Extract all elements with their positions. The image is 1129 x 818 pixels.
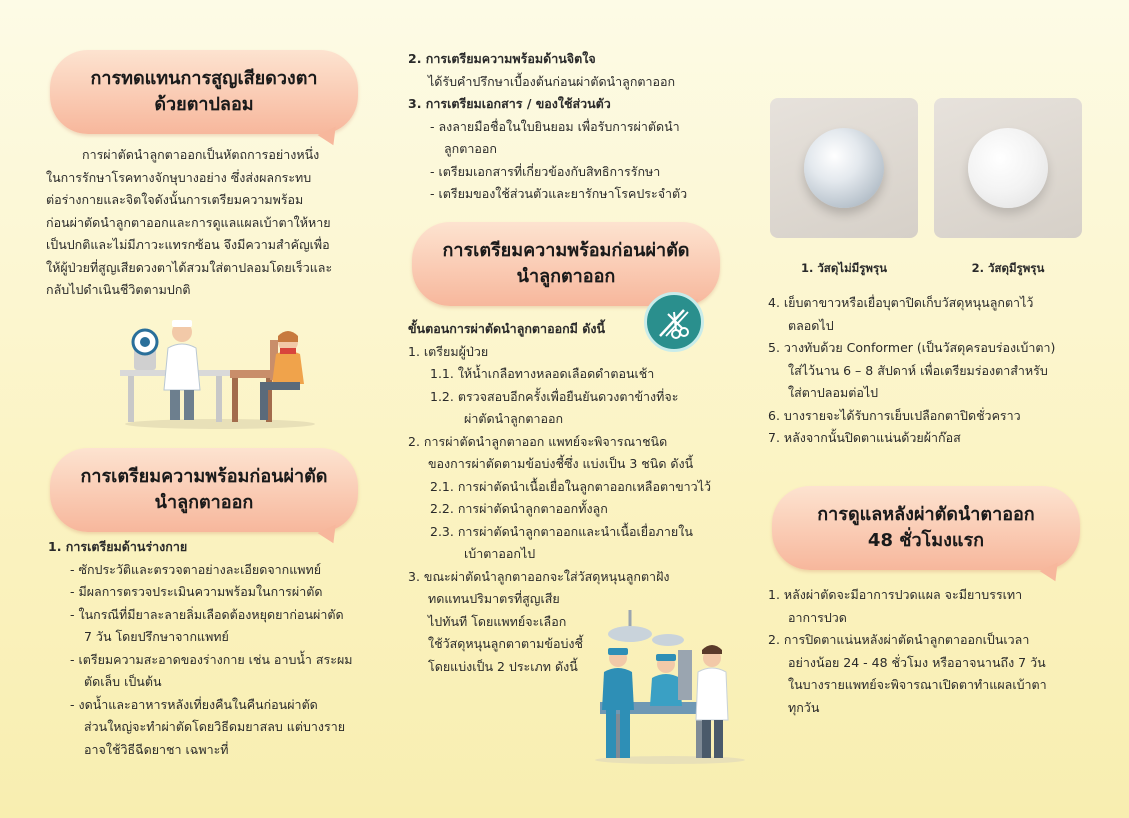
intro-line: การผ่าตัดนำลูกตาออกเป็นหัตถการอย่างหนึ่ง xyxy=(82,147,320,162)
care-continued: ในบางรายแพทย์จะพิจารณาเปิดตาทำแผลเบ้าตา xyxy=(788,677,1047,692)
step-item: 7. หลังจากนั้นปิดตาแน่นด้วยผ้าก๊อส xyxy=(768,430,961,445)
caption-non-porous: 1. วัสดุไม่มีรูพรุน xyxy=(800,261,888,275)
list-heading: 3. การเตรียมเอกสาร / ของใช้ส่วนตัว xyxy=(408,96,611,111)
step-item: 4. เย็บตาขาวหรือเยื่อบุตาปิดเก็บวัสดุหนุนลูกตาไว้ xyxy=(768,295,1034,310)
heading-line-2: นำลูกตาออก xyxy=(154,492,254,513)
step-subitem: 2.1. การผ่าตัดนำเนื้อเยื่อในลูกตาออกเหลือตาขาวไว้ xyxy=(430,478,711,494)
list-item: - งดน้ำและอาหารหลังเที่ยงคืนในคืนก่อนผ่าตัด xyxy=(70,696,318,712)
step-subitem: 2.2. การผ่าตัดนำลูกตาออกทั้งลูก xyxy=(430,501,608,516)
step-subitem: 1.1. ให้น้ำเกลือทางหลอดเลือดดำตอนเช้า xyxy=(430,366,655,381)
step-continued: ตลอดไป xyxy=(788,317,834,333)
heading-bubble-artificial-eye xyxy=(50,50,358,134)
heading-line-1: การดูแลหลังผ่าตัดนำตาออก xyxy=(817,504,1035,525)
surgery-team-illustration xyxy=(590,610,750,765)
step-subitem: 2.3. การผ่าตัดนำลูกตาออกและนำเนื้อเยื่อภายใน xyxy=(430,523,693,539)
care-item: 2. การปิดตาแน่นหลังผ่าตัดนำลูกตาออกเป็นเวลา xyxy=(768,632,1030,647)
list-item-continued: ตัดเล็บ เป็นต้น xyxy=(84,674,162,689)
heading-bubble-pre-surgery xyxy=(50,448,358,532)
step-continued: ใช้วัสดุหนุนลูกตาตามข้อบ่งชี้ xyxy=(428,636,583,651)
intro-paragraph xyxy=(46,144,376,302)
list-item: - ลงลายมือชื่อในใบยินยอม เพื่อรับการผ่าตัดนำ xyxy=(430,118,680,134)
heading-line-1: การเตรียมความพร้อมก่อนผ่าตัด xyxy=(442,240,690,261)
intro-line: ก่อนผ่าตัดนำลูกตาออกและการดูแลแผลเบ้าตาให้หาย xyxy=(46,214,331,230)
intro-line: ให้ผู้ป่วยที่สูญเสียดวงตาได้สวมใส่ตาปลอมโดยเร็วและ xyxy=(46,259,333,275)
care-continued: อย่างน้อย 24 - 48 ชั่วโมง หรืออาจนานถึง 7 วัน xyxy=(788,654,1046,670)
step-continued: ไปทันที โดยแพทย์จะเลือก xyxy=(428,613,567,629)
column-left xyxy=(40,0,370,818)
column-right xyxy=(762,0,1092,818)
step-item: 6. บางรายจะได้รับการเย็บเปลือกตาปิดชั่วคราว xyxy=(768,407,1021,423)
step-continued: ของการผ่าตัดตามข้อบ่งชี้ซึ่ง แบ่งเป็น 3 ชนิด ดังนี้ xyxy=(428,456,694,471)
list-item-continued: ได้รับคำปรึกษาเบื้องต้นก่อนผ่าตัดนำลูกตาออก xyxy=(428,73,676,89)
step-item: 2. การผ่าตัดนำลูกตาออก แพทย์จะพิจารณาชนิด xyxy=(408,433,668,449)
step-continued: ใส่ตาปลอมต่อไป xyxy=(788,385,879,400)
list-item-continued: อาจใช้วิธีฉีดยาชา เฉพาะที่ xyxy=(84,741,229,757)
intro-line: กลับไปดำเนินชีวิตตามปกติ xyxy=(46,282,191,297)
step-continued: ใส่ไว้นาน 6 – 8 สัปดาห์ เพื่อเตรียมร่องตาสำหรับ xyxy=(788,362,1048,378)
list-item: - เตรียมความสะอาดของร่างกาย เช่น อาบน้ำ สระผม xyxy=(70,651,353,667)
step-continued: โดยแบ่งเป็น 2 ประเภท ดังนี้ xyxy=(428,658,578,674)
list-item: - เตรียมของใช้ส่วนตัวและยารักษาโรคประจำตัว xyxy=(430,186,688,201)
clear-sphere-implant xyxy=(804,128,884,208)
list-item-continued: ลูกตาออก xyxy=(444,141,497,156)
step-subitem: 1.2. ตรวจสอบอีกครั้งเพื่อยืนยันดวงตาข้างที่จะ xyxy=(430,388,679,404)
step-continued: ทดแทนปริมาตรที่สูญเสีย xyxy=(428,591,560,606)
physical-prep-list xyxy=(48,536,378,761)
step-continued: เบ้าตาออกไป xyxy=(464,546,536,561)
care-continued: อาการปวด xyxy=(788,609,847,625)
heading-line-2: 48 ชั่วโมงแรก xyxy=(867,530,985,551)
intro-line: เป็นปกติและไม่มีภาวะแทรกซ้อน จึงมีความสำคัญเพื่อ xyxy=(46,237,330,252)
intro-line: ในการรักษาโรคทางจักษุบางอย่าง ซึ่งส่งผลกระทบ xyxy=(46,169,312,185)
intro-line: ต่อร่างกายและจิตใจดังนั้นการเตรียมความพร้อม xyxy=(46,192,304,207)
list-item: - เตรียมเอกสารที่เกี่ยวข้องกับสิทธิการรักษา xyxy=(430,163,661,179)
column-middle xyxy=(400,0,730,818)
caption-porous: 2. วัสดุมีรูพรุน xyxy=(971,261,1045,275)
prep-continued-list xyxy=(408,48,738,206)
white-sphere-implant xyxy=(968,128,1048,208)
doctor-patient-illustration xyxy=(120,320,320,430)
surgery-steps-continued xyxy=(768,292,1098,450)
heading-line-1: การทดแทนการสูญเสียดวงตา xyxy=(90,68,318,89)
aftercare-list xyxy=(768,584,1098,719)
list-heading: 2. การเตรียมความพร้อมด้านจิตใจ xyxy=(408,51,596,66)
steps-title: ขั้นตอนการผ่าตัดนำลูกตาออกมี ดังนี้ xyxy=(408,321,606,336)
step-continued: ผ่าตัดนำลูกตาออก xyxy=(464,411,564,426)
non-porous-implant-photo xyxy=(770,98,918,238)
list-item: - มีผลการตรวจประเมินความพร้อมในการผ่าตัด xyxy=(70,584,323,599)
heading-bubble-aftercare xyxy=(772,486,1080,570)
list-heading: 1. การเตรียมด้านร่างกาย xyxy=(48,539,188,554)
list-item-continued: 7 วัน โดยปรึกษาจากแพทย์ xyxy=(84,629,229,644)
heading-line-1: การเตรียมความพร้อมก่อนผ่าตัด xyxy=(80,466,328,487)
list-item: - ในกรณีที่มียาละลายลิ่มเลือดต้องหยุดยาก่อนผ่าตัด xyxy=(70,606,344,622)
step-item: 1. เตรียมผู้ป่วย xyxy=(408,343,489,359)
porous-implant-photo xyxy=(934,98,1082,238)
heading-line-2: ด้วยตาปลอม xyxy=(154,94,254,115)
list-item: - ซักประวัติและตรวจตาอย่างละเอียดจากแพทย์ xyxy=(70,561,322,577)
step-item: 5. วางทับด้วย Conformer (เป็นวัสดุครอบร่องเบ้าตา) xyxy=(768,340,1056,355)
list-item-continued: ส่วนใหญ่จะทำผ่าตัดโดยวิธีดมยาสลบ แต่บางราย xyxy=(84,719,346,734)
care-item: 1. หลังผ่าตัดจะมีอาการปวดแผล จะมียาบรรเทา xyxy=(768,587,1023,602)
care-continued: ทุกวัน xyxy=(788,699,820,715)
step-item: 3. ขณะผ่าตัดนำลูกตาออกจะใส่วัสดุหนุนลูกตาฝัง xyxy=(408,568,670,584)
heading-line-2: นำลูกตาออก xyxy=(516,266,616,287)
